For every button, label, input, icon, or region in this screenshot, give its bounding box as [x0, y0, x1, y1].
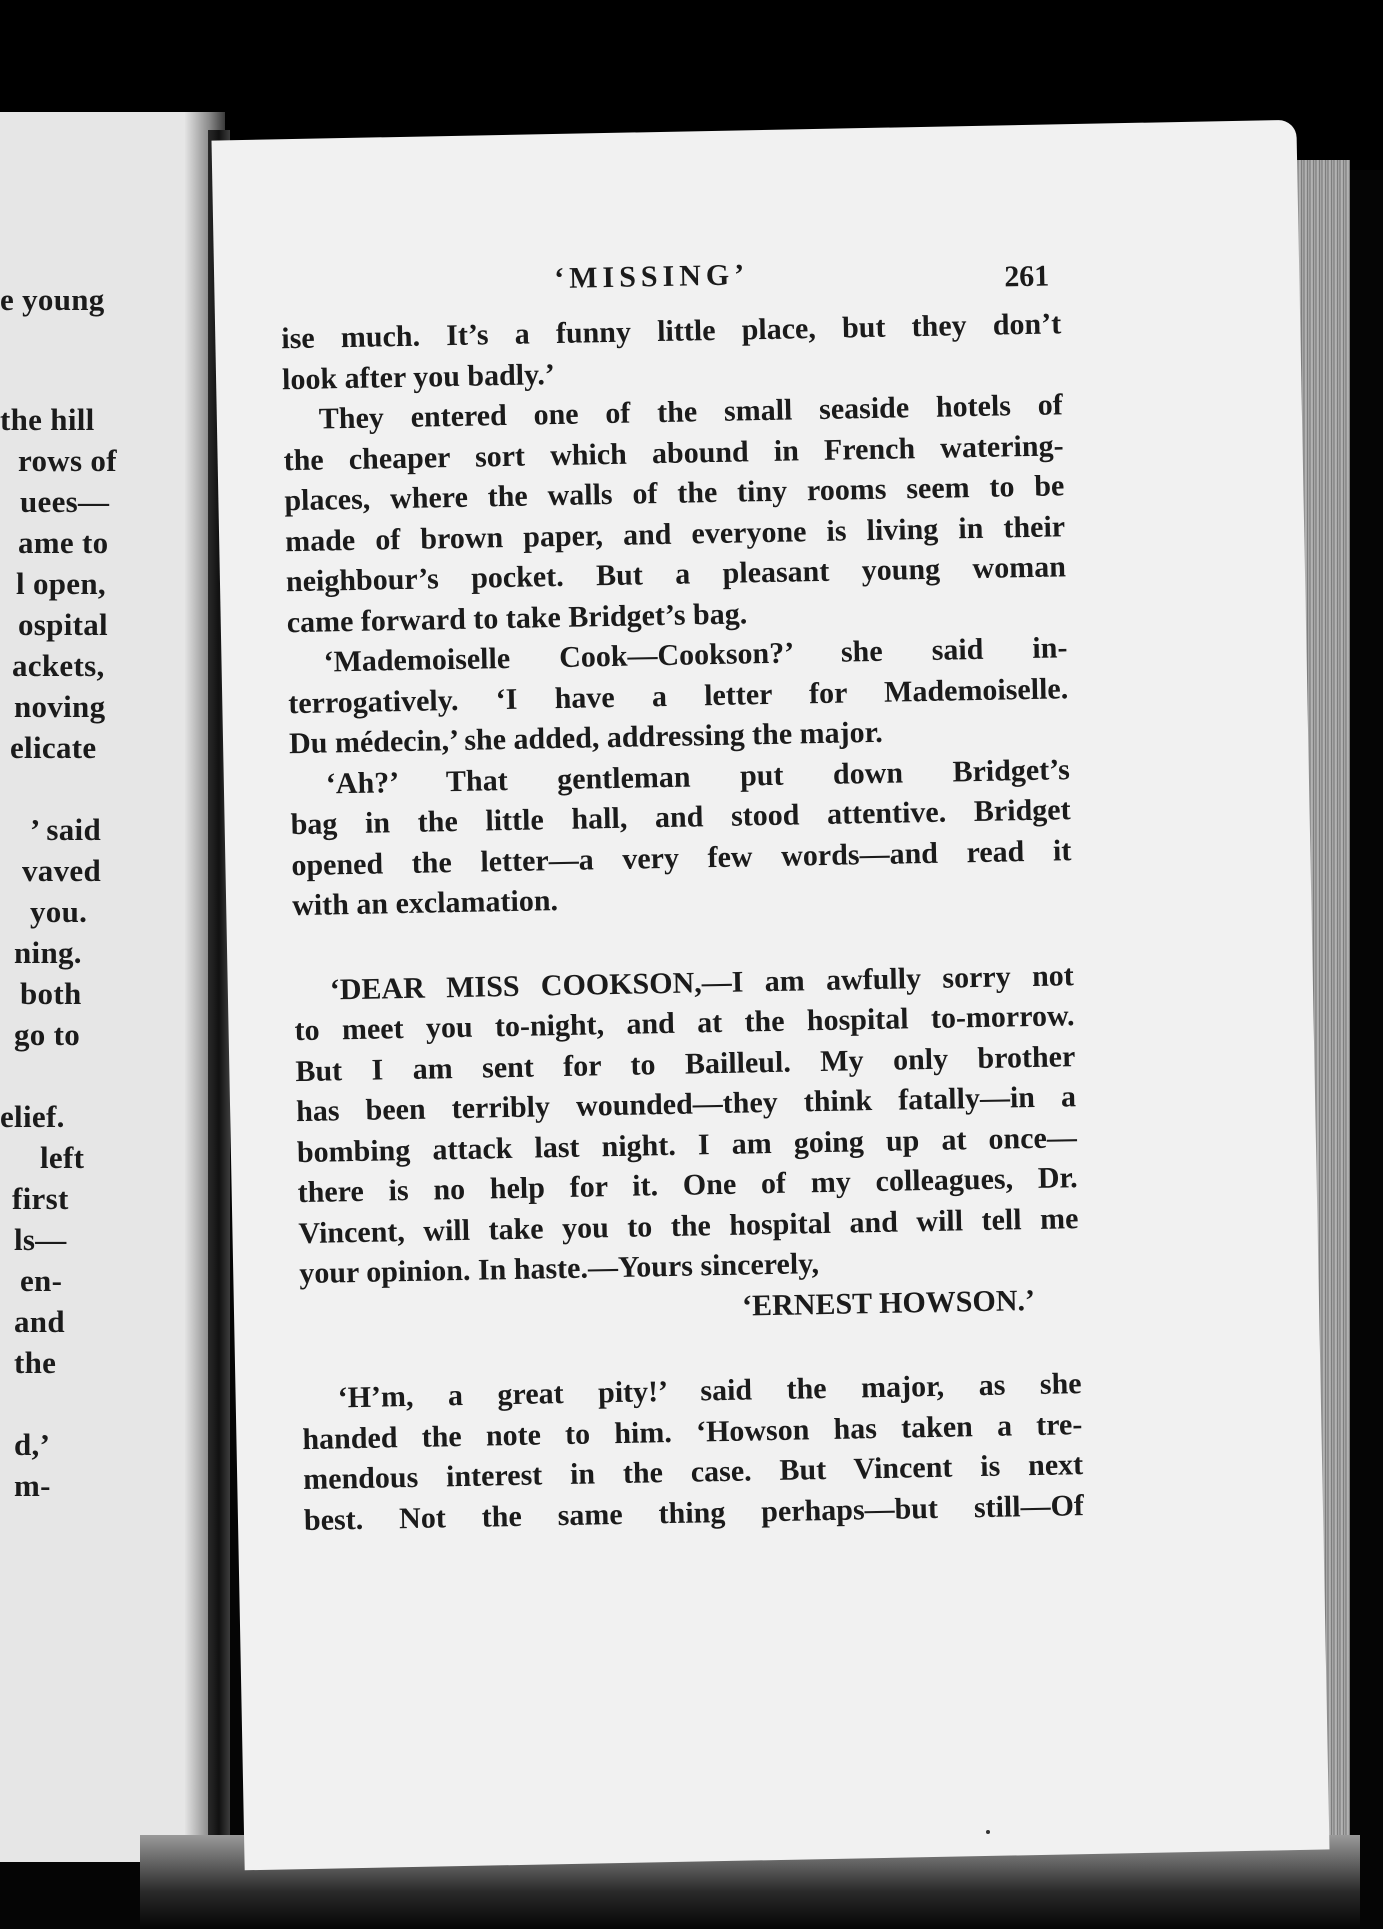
text-line: the cheaper sort which abound in French watering-: [283, 428, 1064, 477]
letter-signature: ‘ERNEST HOWSON.’: [741, 1283, 1036, 1323]
previous-page-line: both: [20, 976, 82, 1011]
text-line: terrogatively. ‘I have a letter for Mademoiselle.: [287, 671, 1069, 720]
page-number: 261: [1003, 259, 1050, 294]
letter-line: But I am sent for to Bailleul. My only brother: [295, 1039, 1076, 1088]
previous-page-line: uees—: [20, 484, 110, 519]
text-line: They entered one of the small seaside hotels of: [318, 388, 1064, 436]
previous-page-line: noving: [14, 689, 106, 724]
previous-page-line: and: [14, 1304, 65, 1339]
text-line: came forward to take Bridget’s bag.: [286, 596, 748, 639]
previous-page-line: the hill: [0, 402, 95, 437]
speck-mark: [986, 1830, 990, 1834]
text-line: Du médecin,’ she added, addressing the major.: [288, 715, 883, 761]
previous-page-line: first: [12, 1181, 69, 1216]
previous-page-line: left: [40, 1140, 85, 1175]
text-line: places, where the walls of the tiny rooms seem to be: [284, 469, 1065, 518]
text-line: with an exclamation.: [291, 884, 559, 923]
text-line: made of brown paper, and everyone is living in their: [284, 509, 1066, 558]
previous-page-line: ame to: [18, 525, 109, 560]
running-head: ‘MISSING’: [553, 258, 750, 296]
previous-page-line: e young: [0, 282, 105, 317]
text-line: ‘Ah?’ That gentleman put down Bridget’s: [325, 752, 1071, 800]
previous-page-line: elief.: [0, 1099, 65, 1134]
book-page: [211, 120, 1329, 1871]
previous-page-line: elicate: [10, 730, 97, 765]
text-line: ise much. It’s a funny little place, but they don’t: [280, 307, 1062, 356]
letter-line: bombing attack last night. I am going up at once—: [296, 1120, 1078, 1169]
text-line: bag in the little hall, and stood attentive. Bridget: [290, 793, 1071, 842]
letter-line: to meet you to-night, and at the hospital to-morrow.: [294, 999, 1075, 1048]
previous-page: [0, 112, 210, 1862]
previous-page-line: the: [14, 1345, 57, 1380]
body-text: [281, 304, 1084, 1541]
letter-line: ‘DEAR MISS COOKSON,—I am awfully sorry not: [329, 958, 1074, 1006]
previous-page-line: ackets,: [12, 648, 105, 683]
previous-page-line: ls—: [14, 1222, 67, 1257]
previous-page-line: vaved: [22, 853, 101, 888]
previous-page-line: d,’: [14, 1427, 51, 1462]
letter-line: has been terribly wounded—they think fatally—in a: [295, 1080, 1077, 1129]
previous-page-line: rows of: [18, 443, 117, 478]
previous-page-line: m-: [14, 1468, 51, 1503]
previous-page-line: ning.: [14, 935, 82, 970]
previous-page-line: en-: [20, 1263, 63, 1298]
text-line: handed the note to him. ‘Howson has taken a tre-: [302, 1407, 1083, 1456]
letter-line: Vincent, will take you to the hospital and will tell me: [298, 1201, 1079, 1250]
text-line: ‘Mademoiselle Cook—Cookson?’ she said in-: [323, 631, 1068, 679]
text-line: look after you badly.’: [281, 357, 556, 396]
letter-line: there is no help for it. One of my colleagues, Dr.: [297, 1161, 1078, 1210]
text-line: best. Not the same thing perhaps—but still—Of: [303, 1488, 1085, 1537]
text-line: ‘H’m, a great pity!’ said the major, as she: [337, 1367, 1082, 1415]
previous-page-line: ’ said: [30, 812, 101, 847]
previous-page-line: go to: [14, 1017, 81, 1052]
text-line: mendous interest in the case. But Vincent is next: [302, 1448, 1084, 1497]
previous-page-line: you.: [30, 894, 88, 929]
previous-page-line: ospital: [18, 607, 108, 642]
text-line: neighbour’s pocket. But a pleasant young woman: [285, 550, 1067, 599]
previous-page-line: l open,: [16, 566, 106, 601]
previous-page-text: [0, 112, 210, 1862]
text-line: opened the letter—a very few words—and read it: [291, 833, 1072, 882]
letter-line: your opinion. In haste.—Yours sincerely,: [298, 1247, 820, 1291]
